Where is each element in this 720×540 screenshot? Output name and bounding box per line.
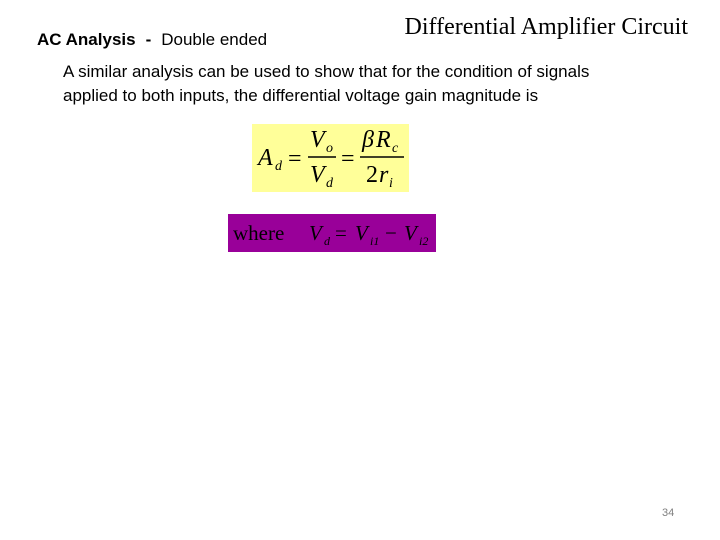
gain-formula <box>252 124 409 192</box>
where-formula <box>228 214 436 252</box>
equals-sign-2: = <box>341 146 355 172</box>
equals-sign-1: = <box>288 146 302 172</box>
section-heading <box>37 29 267 51</box>
collector-resistance-symbol: R <box>376 127 391 153</box>
differential-voltage-subscript: d <box>326 176 333 191</box>
vi1-subscript: i1 <box>370 234 380 248</box>
vi2-symbol: V <box>404 221 417 245</box>
where-word: where <box>233 221 285 245</box>
body-line-1: A similar analysis can be used to show that for the condition of signals <box>63 62 590 81</box>
coefficient-two: 2 <box>366 162 378 188</box>
subsection-label: Double ended <box>161 30 268 49</box>
vi2-subscript: i2 <box>419 234 429 248</box>
body-line-2: applied to both inputs, the differential voltage gain magnitude is <box>63 86 539 105</box>
input-resistance-symbol: r <box>379 162 389 188</box>
vd-symbol: V <box>309 221 322 245</box>
input-resistance-subscript: i <box>389 176 393 191</box>
vi1-symbol: V <box>355 221 368 245</box>
slide-title: Differential Amplifier Circuit <box>404 14 688 40</box>
page-number: 34 <box>662 507 675 519</box>
gain-subscript: d <box>275 159 282 174</box>
gain-symbol: A <box>258 145 273 171</box>
section-label: AC Analysis <box>37 30 136 49</box>
output-voltage-subscript: o <box>326 141 333 156</box>
where-formula-box <box>228 214 436 252</box>
minus-sign: − <box>385 221 397 245</box>
differential-voltage-symbol: V <box>310 162 325 188</box>
vd-subscript: d <box>324 234 330 248</box>
output-voltage-symbol: V <box>310 127 325 153</box>
section-separator: - <box>145 30 152 49</box>
collector-resistance-subscript: c <box>392 141 399 156</box>
beta-symbol: β <box>362 127 374 153</box>
body-paragraph <box>63 60 663 108</box>
where-equals-sign: = <box>335 221 347 245</box>
gain-formula-box <box>252 124 409 192</box>
